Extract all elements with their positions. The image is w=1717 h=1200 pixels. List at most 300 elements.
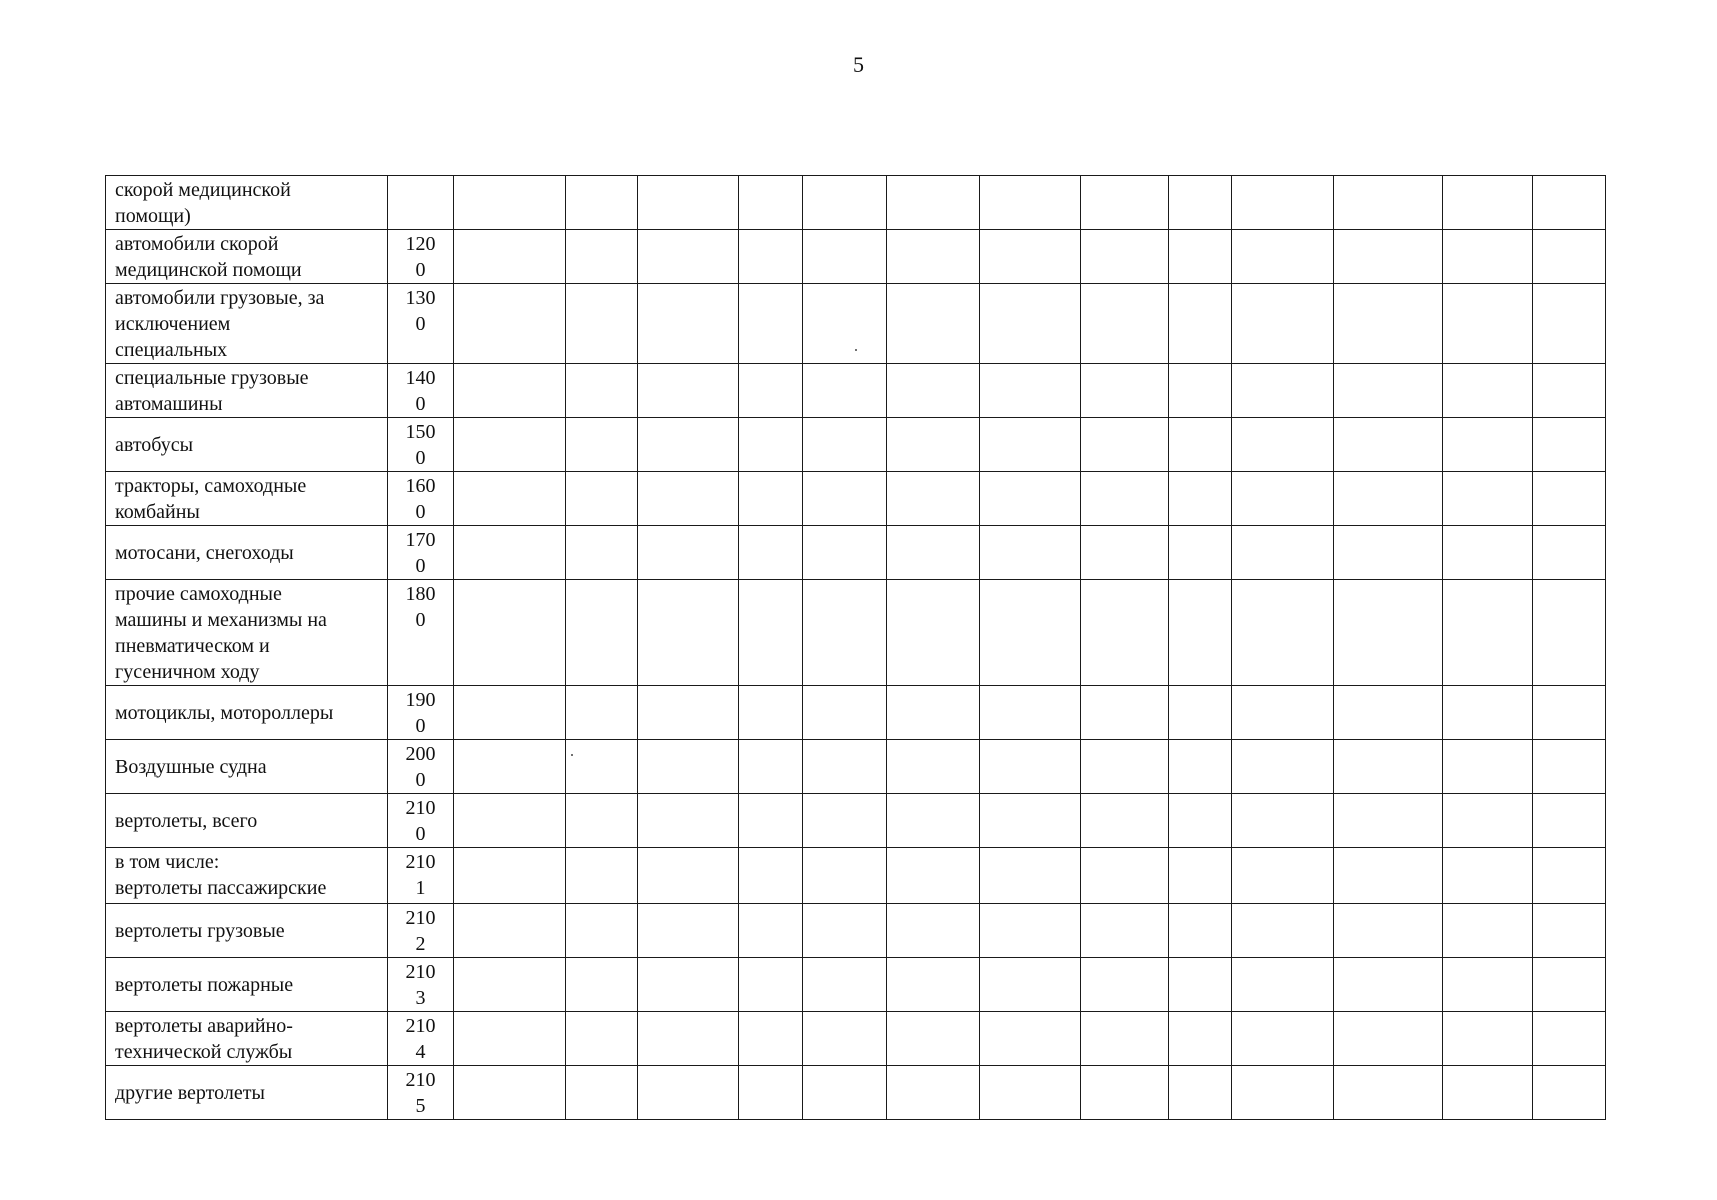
row-label-line: специальных bbox=[115, 339, 228, 361]
empty-data-cell[interactable] bbox=[739, 364, 803, 418]
empty-data-cell[interactable] bbox=[1443, 284, 1533, 364]
empty-data-cell[interactable] bbox=[454, 958, 566, 1012]
row-label-line: вертолеты пассажирские bbox=[115, 877, 327, 899]
empty-data-cell[interactable] bbox=[566, 472, 638, 526]
row-code-line: 140 bbox=[405, 367, 436, 389]
row-label-line: другие вертолеты bbox=[115, 1082, 265, 1104]
empty-data-cell[interactable] bbox=[1081, 418, 1169, 472]
table-row bbox=[106, 526, 1606, 580]
row-code-cell bbox=[388, 230, 454, 284]
empty-data-cell[interactable] bbox=[566, 176, 638, 230]
empty-data-cell[interactable] bbox=[1533, 958, 1606, 1012]
table-row bbox=[106, 580, 1606, 686]
empty-data-cell[interactable] bbox=[739, 904, 803, 958]
row-code-line: 0 bbox=[415, 393, 426, 415]
empty-data-cell[interactable] bbox=[980, 418, 1081, 472]
row-code-line: 0 bbox=[415, 715, 426, 737]
empty-data-cell[interactable] bbox=[887, 1012, 980, 1066]
empty-data-cell[interactable] bbox=[566, 418, 638, 472]
empty-data-cell[interactable] bbox=[454, 794, 566, 848]
empty-data-cell[interactable] bbox=[638, 526, 739, 580]
empty-data-cell[interactable] bbox=[1443, 958, 1533, 1012]
row-code-cell bbox=[388, 176, 454, 230]
empty-data-cell[interactable] bbox=[887, 1066, 980, 1120]
empty-data-cell[interactable] bbox=[887, 740, 980, 794]
empty-data-cell[interactable] bbox=[1443, 686, 1533, 740]
empty-data-cell[interactable] bbox=[638, 794, 739, 848]
empty-data-cell[interactable] bbox=[739, 794, 803, 848]
empty-data-cell[interactable] bbox=[1232, 364, 1334, 418]
empty-data-cell[interactable] bbox=[1081, 284, 1169, 364]
row-code-line: 0 bbox=[415, 609, 426, 631]
empty-data-cell[interactable] bbox=[638, 472, 739, 526]
empty-data-cell[interactable] bbox=[739, 1012, 803, 1066]
row-code-cell bbox=[388, 904, 454, 958]
empty-data-cell[interactable] bbox=[887, 580, 980, 686]
empty-data-cell[interactable] bbox=[887, 176, 980, 230]
row-label-line: исключением bbox=[115, 313, 231, 335]
empty-data-cell[interactable] bbox=[1443, 794, 1533, 848]
empty-data-cell[interactable] bbox=[980, 904, 1081, 958]
empty-data-cell[interactable] bbox=[1081, 364, 1169, 418]
empty-data-cell[interactable] bbox=[1533, 848, 1606, 904]
empty-data-cell[interactable] bbox=[980, 1012, 1081, 1066]
empty-data-cell[interactable] bbox=[1533, 686, 1606, 740]
row-label-cell bbox=[106, 418, 388, 472]
empty-data-cell[interactable] bbox=[803, 472, 887, 526]
scan-speck bbox=[571, 754, 573, 756]
table-row bbox=[106, 686, 1606, 740]
empty-data-cell[interactable] bbox=[638, 904, 739, 958]
empty-data-cell[interactable] bbox=[1334, 740, 1443, 794]
row-code-line: 150 bbox=[405, 421, 436, 443]
row-label-cell bbox=[106, 740, 388, 794]
row-code-cell bbox=[388, 284, 454, 364]
empty-data-cell[interactable] bbox=[1334, 1066, 1443, 1120]
empty-data-cell[interactable] bbox=[739, 848, 803, 904]
table-row bbox=[106, 794, 1606, 848]
empty-data-cell[interactable] bbox=[739, 1066, 803, 1120]
table-row bbox=[106, 848, 1606, 904]
empty-data-cell[interactable] bbox=[566, 686, 638, 740]
row-label-cell bbox=[106, 848, 388, 904]
row-label-line: вертолеты, всего bbox=[115, 810, 258, 832]
empty-data-cell[interactable] bbox=[454, 904, 566, 958]
empty-data-cell[interactable] bbox=[1232, 284, 1334, 364]
empty-data-cell[interactable] bbox=[1169, 848, 1232, 904]
empty-data-cell[interactable] bbox=[1533, 526, 1606, 580]
empty-data-cell[interactable] bbox=[1232, 176, 1334, 230]
empty-data-cell[interactable] bbox=[638, 230, 739, 284]
table-row bbox=[106, 472, 1606, 526]
empty-data-cell[interactable] bbox=[638, 740, 739, 794]
empty-data-cell[interactable] bbox=[638, 1066, 739, 1120]
empty-data-cell[interactable] bbox=[1443, 418, 1533, 472]
row-code-cell bbox=[388, 526, 454, 580]
empty-data-cell[interactable] bbox=[566, 848, 638, 904]
empty-data-cell[interactable] bbox=[1081, 904, 1169, 958]
row-label-line: автомобили грузовые, за bbox=[115, 287, 325, 309]
empty-data-cell[interactable] bbox=[739, 958, 803, 1012]
row-code-line: 4 bbox=[415, 1041, 426, 1063]
empty-data-cell[interactable] bbox=[1232, 794, 1334, 848]
empty-data-cell[interactable] bbox=[980, 230, 1081, 284]
vehicle-form-table-wrapper bbox=[105, 175, 1606, 1120]
empty-data-cell[interactable] bbox=[1081, 230, 1169, 284]
row-code-line: 0 bbox=[415, 501, 426, 523]
empty-data-cell[interactable] bbox=[1334, 1012, 1443, 1066]
row-code-line: 160 bbox=[405, 475, 436, 497]
empty-data-cell[interactable] bbox=[1533, 364, 1606, 418]
empty-data-cell[interactable] bbox=[1081, 1066, 1169, 1120]
empty-data-cell[interactable] bbox=[454, 526, 566, 580]
row-label-line: гусеничном ходу bbox=[115, 661, 260, 683]
empty-data-cell[interactable] bbox=[1232, 1012, 1334, 1066]
row-code-line: 3 bbox=[415, 987, 426, 1009]
row-code-line: 0 bbox=[415, 447, 426, 469]
empty-data-cell[interactable] bbox=[803, 904, 887, 958]
row-code-cell bbox=[388, 848, 454, 904]
empty-data-cell[interactable] bbox=[1334, 958, 1443, 1012]
vehicle-form-table bbox=[105, 175, 1606, 1120]
empty-data-cell[interactable] bbox=[566, 958, 638, 1012]
empty-data-cell[interactable] bbox=[1334, 580, 1443, 686]
empty-data-cell[interactable] bbox=[1081, 740, 1169, 794]
empty-data-cell[interactable] bbox=[1169, 740, 1232, 794]
empty-data-cell[interactable] bbox=[1169, 958, 1232, 1012]
empty-data-cell[interactable] bbox=[1169, 526, 1232, 580]
empty-data-cell[interactable] bbox=[980, 740, 1081, 794]
empty-data-cell[interactable] bbox=[1169, 418, 1232, 472]
empty-data-cell[interactable] bbox=[1169, 904, 1232, 958]
empty-data-cell[interactable] bbox=[454, 686, 566, 740]
empty-data-cell[interactable] bbox=[980, 848, 1081, 904]
empty-data-cell[interactable] bbox=[1081, 686, 1169, 740]
empty-data-cell[interactable] bbox=[887, 794, 980, 848]
row-label-cell bbox=[106, 230, 388, 284]
row-label-line: технической службы bbox=[115, 1041, 293, 1063]
empty-data-cell[interactable] bbox=[803, 1066, 887, 1120]
row-label-cell bbox=[106, 176, 388, 230]
row-label-line: мотосани, снегоходы bbox=[115, 542, 294, 564]
empty-data-cell[interactable] bbox=[1443, 176, 1533, 230]
empty-data-cell[interactable] bbox=[1232, 1066, 1334, 1120]
empty-data-cell[interactable] bbox=[980, 686, 1081, 740]
row-code-line: 5 bbox=[415, 1095, 426, 1117]
row-label-line: специальные грузовые bbox=[115, 367, 309, 389]
empty-data-cell[interactable] bbox=[1169, 230, 1232, 284]
empty-data-cell[interactable] bbox=[1081, 1012, 1169, 1066]
empty-data-cell[interactable] bbox=[566, 1012, 638, 1066]
row-code-line: 0 bbox=[415, 259, 426, 281]
empty-data-cell[interactable] bbox=[1334, 364, 1443, 418]
empty-data-cell[interactable] bbox=[454, 176, 566, 230]
empty-data-cell[interactable] bbox=[1169, 1066, 1232, 1120]
row-label-cell bbox=[106, 1066, 388, 1120]
empty-data-cell[interactable] bbox=[1443, 364, 1533, 418]
empty-data-cell[interactable] bbox=[638, 848, 739, 904]
empty-data-cell[interactable] bbox=[1232, 580, 1334, 686]
empty-data-cell[interactable] bbox=[1169, 686, 1232, 740]
empty-data-cell[interactable] bbox=[1533, 176, 1606, 230]
empty-data-cell[interactable] bbox=[1334, 418, 1443, 472]
row-code-line: 190 bbox=[405, 689, 436, 711]
empty-data-cell[interactable] bbox=[980, 580, 1081, 686]
empty-data-cell[interactable] bbox=[566, 794, 638, 848]
empty-data-cell[interactable] bbox=[887, 284, 980, 364]
empty-data-cell[interactable] bbox=[803, 1012, 887, 1066]
table-row bbox=[106, 230, 1606, 284]
empty-data-cell[interactable] bbox=[980, 176, 1081, 230]
empty-data-cell[interactable] bbox=[1232, 418, 1334, 472]
empty-data-cell[interactable] bbox=[803, 284, 887, 364]
table-row bbox=[106, 1012, 1606, 1066]
empty-data-cell[interactable] bbox=[1232, 686, 1334, 740]
empty-data-cell[interactable] bbox=[739, 176, 803, 230]
empty-data-cell[interactable] bbox=[803, 958, 887, 1012]
empty-data-cell[interactable] bbox=[739, 418, 803, 472]
table-row bbox=[106, 176, 1606, 230]
empty-data-cell[interactable] bbox=[638, 1012, 739, 1066]
empty-data-cell[interactable] bbox=[1232, 848, 1334, 904]
empty-data-cell[interactable] bbox=[1169, 284, 1232, 364]
empty-data-cell[interactable] bbox=[1334, 904, 1443, 958]
empty-data-cell[interactable] bbox=[454, 364, 566, 418]
empty-data-cell[interactable] bbox=[1169, 176, 1232, 230]
empty-data-cell[interactable] bbox=[1232, 958, 1334, 1012]
empty-data-cell[interactable] bbox=[1081, 580, 1169, 686]
row-code-line: 210 bbox=[405, 1015, 436, 1037]
empty-data-cell[interactable] bbox=[638, 958, 739, 1012]
empty-data-cell[interactable] bbox=[980, 526, 1081, 580]
row-label-line: медицинской помощи bbox=[115, 259, 302, 281]
scan-speck bbox=[855, 349, 857, 351]
table-row bbox=[106, 418, 1606, 472]
empty-data-cell[interactable] bbox=[739, 686, 803, 740]
empty-data-cell[interactable] bbox=[1533, 1012, 1606, 1066]
row-label-line: машины и механизмы на bbox=[115, 609, 327, 631]
empty-data-cell[interactable] bbox=[1334, 526, 1443, 580]
page-number: 5 bbox=[853, 52, 864, 77]
row-label-cell bbox=[106, 580, 388, 686]
row-label-line: пневматическом и bbox=[115, 635, 270, 657]
row-code-cell bbox=[388, 1066, 454, 1120]
table-row bbox=[106, 740, 1606, 794]
empty-data-cell[interactable] bbox=[1334, 230, 1443, 284]
empty-data-cell[interactable] bbox=[887, 418, 980, 472]
empty-data-cell[interactable] bbox=[803, 418, 887, 472]
empty-data-cell[interactable] bbox=[1334, 848, 1443, 904]
empty-data-cell[interactable] bbox=[454, 284, 566, 364]
row-code-line: 0 bbox=[415, 823, 426, 845]
row-label-line: комбайны bbox=[115, 501, 200, 523]
empty-data-cell[interactable] bbox=[566, 230, 638, 284]
table-row bbox=[106, 1066, 1606, 1120]
empty-data-cell[interactable] bbox=[887, 364, 980, 418]
row-code-line: 0 bbox=[415, 555, 426, 577]
empty-data-cell[interactable] bbox=[1533, 284, 1606, 364]
empty-data-cell[interactable] bbox=[566, 1066, 638, 1120]
empty-data-cell[interactable] bbox=[1533, 230, 1606, 284]
row-label-cell bbox=[106, 526, 388, 580]
empty-data-cell[interactable] bbox=[887, 904, 980, 958]
row-code-line: 200 bbox=[405, 743, 436, 765]
empty-data-cell[interactable] bbox=[566, 526, 638, 580]
row-code-line: 210 bbox=[405, 1069, 436, 1091]
empty-data-cell[interactable] bbox=[638, 284, 739, 364]
empty-data-cell[interactable] bbox=[454, 472, 566, 526]
empty-data-cell[interactable] bbox=[1334, 284, 1443, 364]
empty-data-cell[interactable] bbox=[803, 686, 887, 740]
empty-data-cell[interactable] bbox=[739, 740, 803, 794]
empty-data-cell[interactable] bbox=[454, 1066, 566, 1120]
empty-data-cell[interactable] bbox=[1443, 848, 1533, 904]
empty-data-cell[interactable] bbox=[454, 418, 566, 472]
empty-data-cell[interactable] bbox=[1334, 472, 1443, 526]
empty-data-cell[interactable] bbox=[1169, 580, 1232, 686]
empty-data-cell[interactable] bbox=[803, 526, 887, 580]
empty-data-cell[interactable] bbox=[887, 848, 980, 904]
empty-data-cell[interactable] bbox=[1081, 848, 1169, 904]
empty-data-cell[interactable] bbox=[1081, 958, 1169, 1012]
table-row bbox=[106, 364, 1606, 418]
empty-data-cell[interactable] bbox=[980, 794, 1081, 848]
empty-data-cell[interactable] bbox=[739, 526, 803, 580]
table-row bbox=[106, 904, 1606, 958]
empty-data-cell[interactable] bbox=[803, 848, 887, 904]
empty-data-cell[interactable] bbox=[1081, 472, 1169, 526]
empty-data-cell[interactable] bbox=[638, 686, 739, 740]
empty-data-cell[interactable] bbox=[1443, 1066, 1533, 1120]
row-code-line: 2 bbox=[415, 933, 426, 955]
empty-data-cell[interactable] bbox=[887, 958, 980, 1012]
empty-data-cell[interactable] bbox=[566, 284, 638, 364]
empty-data-cell[interactable] bbox=[1081, 526, 1169, 580]
empty-data-cell[interactable] bbox=[1169, 1012, 1232, 1066]
empty-data-cell[interactable] bbox=[1443, 904, 1533, 958]
empty-data-cell[interactable] bbox=[454, 1012, 566, 1066]
empty-data-cell[interactable] bbox=[566, 904, 638, 958]
row-label-line: Воздушные судна bbox=[115, 756, 267, 778]
row-label-line: тракторы, самоходные bbox=[115, 475, 307, 497]
empty-data-cell[interactable] bbox=[1533, 794, 1606, 848]
empty-data-cell[interactable] bbox=[454, 740, 566, 794]
row-label-line: автомобили скорой bbox=[115, 233, 279, 255]
empty-data-cell[interactable] bbox=[1169, 364, 1232, 418]
empty-data-cell[interactable] bbox=[739, 284, 803, 364]
empty-data-cell[interactable] bbox=[1533, 472, 1606, 526]
row-label-line: помощи) bbox=[115, 205, 191, 227]
empty-data-cell[interactable] bbox=[803, 580, 887, 686]
row-code-line: 210 bbox=[405, 907, 436, 929]
empty-data-cell[interactable] bbox=[454, 580, 566, 686]
empty-data-cell[interactable] bbox=[980, 958, 1081, 1012]
row-code-cell bbox=[388, 958, 454, 1012]
empty-data-cell[interactable] bbox=[980, 284, 1081, 364]
empty-data-cell[interactable] bbox=[739, 472, 803, 526]
empty-data-cell[interactable] bbox=[1443, 472, 1533, 526]
empty-data-cell[interactable] bbox=[1169, 472, 1232, 526]
empty-data-cell[interactable] bbox=[454, 230, 566, 284]
row-label-cell bbox=[106, 472, 388, 526]
empty-data-cell[interactable] bbox=[1169, 794, 1232, 848]
row-label-line: прочие самоходные bbox=[115, 583, 282, 605]
row-label-line: мотоциклы, мотороллеры bbox=[115, 702, 334, 724]
row-code-line: 130 bbox=[405, 287, 436, 309]
empty-data-cell[interactable] bbox=[566, 364, 638, 418]
empty-data-cell[interactable] bbox=[638, 364, 739, 418]
empty-data-cell[interactable] bbox=[980, 472, 1081, 526]
empty-data-cell[interactable] bbox=[1533, 904, 1606, 958]
row-label-cell bbox=[106, 794, 388, 848]
empty-data-cell[interactable] bbox=[638, 418, 739, 472]
empty-data-cell[interactable] bbox=[1533, 418, 1606, 472]
empty-data-cell[interactable] bbox=[803, 740, 887, 794]
empty-data-cell[interactable] bbox=[887, 472, 980, 526]
empty-data-cell[interactable] bbox=[803, 364, 887, 418]
empty-data-cell[interactable] bbox=[1443, 1012, 1533, 1066]
empty-data-cell[interactable] bbox=[1443, 580, 1533, 686]
empty-data-cell[interactable] bbox=[980, 1066, 1081, 1120]
empty-data-cell[interactable] bbox=[1334, 794, 1443, 848]
empty-data-cell[interactable] bbox=[1334, 686, 1443, 740]
empty-data-cell[interactable] bbox=[739, 580, 803, 686]
empty-data-cell[interactable] bbox=[1232, 526, 1334, 580]
row-label-line: автобусы bbox=[115, 434, 194, 456]
empty-data-cell[interactable] bbox=[980, 364, 1081, 418]
row-label-line: в том числе: bbox=[115, 851, 220, 873]
empty-data-cell[interactable] bbox=[1443, 526, 1533, 580]
row-code-line: 210 bbox=[405, 961, 436, 983]
empty-data-cell[interactable] bbox=[638, 580, 739, 686]
empty-data-cell[interactable] bbox=[1081, 176, 1169, 230]
empty-data-cell[interactable] bbox=[638, 176, 739, 230]
empty-data-cell[interactable] bbox=[803, 230, 887, 284]
row-code-cell bbox=[388, 686, 454, 740]
empty-data-cell[interactable] bbox=[887, 526, 980, 580]
empty-data-cell[interactable] bbox=[1232, 740, 1334, 794]
empty-data-cell[interactable] bbox=[739, 230, 803, 284]
empty-data-cell[interactable] bbox=[1533, 1066, 1606, 1120]
empty-data-cell[interactable] bbox=[1232, 904, 1334, 958]
row-code-cell bbox=[388, 1012, 454, 1066]
row-code-line: 0 bbox=[415, 313, 426, 335]
empty-data-cell[interactable] bbox=[566, 580, 638, 686]
empty-data-cell[interactable] bbox=[566, 740, 638, 794]
table-row bbox=[106, 958, 1606, 1012]
row-label-cell bbox=[106, 958, 388, 1012]
empty-data-cell[interactable] bbox=[1232, 472, 1334, 526]
row-code-cell bbox=[388, 740, 454, 794]
row-code-line: 0 bbox=[415, 769, 426, 791]
row-code-cell bbox=[388, 418, 454, 472]
empty-data-cell[interactable] bbox=[1443, 740, 1533, 794]
empty-data-cell[interactable] bbox=[1533, 580, 1606, 686]
empty-data-cell[interactable] bbox=[1533, 740, 1606, 794]
row-label-line: вертолеты аварийно- bbox=[115, 1015, 293, 1037]
empty-data-cell[interactable] bbox=[887, 686, 980, 740]
empty-data-cell[interactable] bbox=[803, 176, 887, 230]
empty-data-cell[interactable] bbox=[1081, 794, 1169, 848]
empty-data-cell[interactable] bbox=[887, 230, 980, 284]
row-label-line: автомашины bbox=[115, 393, 223, 415]
row-label-cell bbox=[106, 904, 388, 958]
empty-data-cell[interactable] bbox=[1334, 176, 1443, 230]
empty-data-cell[interactable] bbox=[803, 794, 887, 848]
empty-data-cell[interactable] bbox=[454, 848, 566, 904]
empty-data-cell[interactable] bbox=[1443, 230, 1533, 284]
empty-data-cell[interactable] bbox=[1232, 230, 1334, 284]
